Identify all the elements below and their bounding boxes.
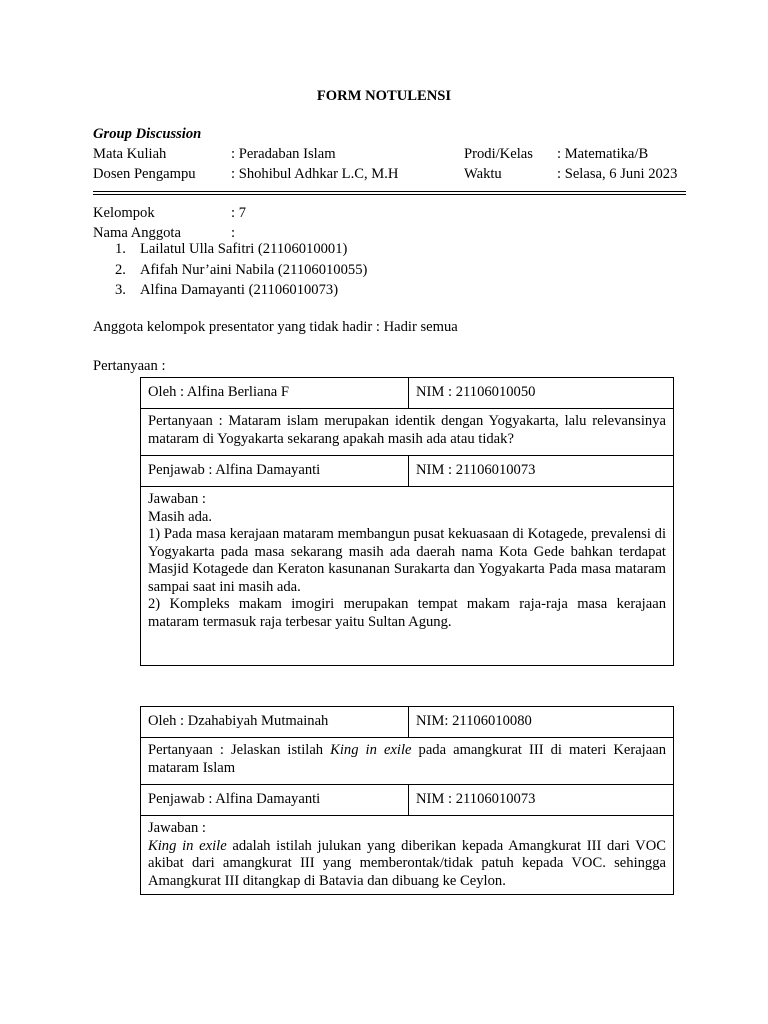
mata-kuliah-label: Mata Kuliah	[93, 146, 167, 162]
prodi-value: : Matematika/B	[557, 146, 649, 162]
dosen-label: Dosen Pengampu	[93, 166, 196, 182]
form-title: FORM NOTULENSI	[316, 88, 452, 104]
info-row-2	[0, 166, 768, 186]
dosen-value: : Shohibul Adhkar L.C, M.H	[231, 166, 399, 182]
list-item: 1. Lailatul Ulla Safitri (21106010001)	[115, 241, 348, 257]
info-row-1	[0, 146, 768, 166]
question-table-1	[140, 377, 674, 666]
kelompok-value: : 7	[231, 205, 246, 221]
absent-line: Anggota kelompok presentator yang tidak hadir : Hadir semua	[93, 319, 458, 335]
list-item: 2. Afifah Nur’aini Nabila (21106010055)	[115, 261, 368, 278]
answerer-nim-cell: NIM : 21106010073	[409, 785, 674, 816]
answerer-cell: Penjawab : Alfina Damayanti	[141, 785, 409, 816]
list-item: 3. Alfina Damayanti (21106010073)	[115, 282, 339, 298]
question-cell: Pertanyaan : Jelaskan istilah King in exile pada amangkurat III di materi Kerajaan mataram Islam	[141, 738, 674, 785]
anggota-label: Nama Anggota	[93, 225, 181, 241]
member-list	[93, 241, 367, 303]
asker-nim-cell: NIM: 21106010080	[409, 707, 674, 738]
pertanyaan-label: Pertanyaan :	[93, 358, 166, 374]
question-cell: Pertanyaan : Mataram islam merupakan identik dengan Yogyakarta, lalu relevansinya mataram di Yogyakarta sekarang apakah masih ada atau tidak?	[141, 409, 674, 456]
asker-cell: Oleh : Alfina Berliana F	[141, 378, 409, 409]
mata-kuliah-value: : Peradaban Islam	[231, 146, 336, 162]
asker-nim-cell: NIM : 21106010050	[409, 378, 674, 409]
answerer-cell: Penjawab : Alfina Damayanti	[141, 456, 409, 487]
answer-cell: Jawaban : King in exile adalah istilah julukan yang diberikan kepada Amangkurat III dari VOC akibat dari amangkurat III yang memberontak/tidak patuh kepada VOC. sehingga Amangkurat III ditangkap di Batavia dan dibuang ke Ceylon.	[141, 816, 674, 895]
kelompok-row	[0, 205, 768, 225]
section-heading: Group Discussion	[93, 126, 202, 142]
answerer-nim-cell: NIM : 21106010073	[409, 456, 674, 487]
question-table-2	[140, 706, 674, 895]
waktu-value: : Selasa, 6 Juni 2023	[557, 166, 678, 182]
anggota-value: :	[231, 225, 236, 241]
asker-cell: Oleh : Dzahabiyah Mutmainah	[141, 707, 409, 738]
kelompok-label: Kelompok	[93, 205, 155, 221]
answer-cell: Jawaban : Masih ada. 1) Pada masa kerajaan mataram membangun pusat kekuasaan di Kotagede, prevalensi di Yogyakarta pada masa sekarang masih ada daerah nama Kota Gede bahkan terdapat Masjid Kotagede dan Keraton kasunanan Surakarta dan Yogyakarta Pada masa mataram sampai saat ini masih ada. 2) Kompleks makam imogiri merupakan tempat makam raja-raja masa kerajaan mataram termasuk raja terbesar yaitu Sultan Agung.	[141, 487, 674, 666]
prodi-label: Prodi/Kelas	[464, 146, 533, 162]
header-divider	[93, 191, 686, 195]
waktu-label: Waktu	[464, 166, 502, 182]
